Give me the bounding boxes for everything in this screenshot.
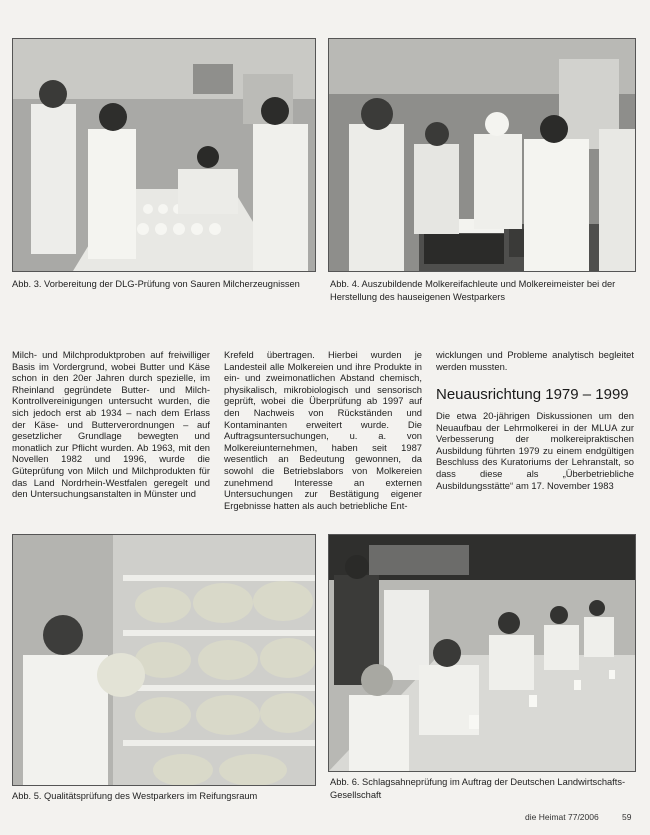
column-2-text: Krefeld übertragen. Hierbei wurden je Landesteil alle Molkereien und ihre Produkte in ein- und zweimonatlichen Abstand chemisch, physikalisch, mikrobiologisch und sensorisch geprüft, wobei die Überprüfung ab 1997 auf den Nachweis von Rückständen und Kontaminanten erweitert wurde. Die Auftragsuntersuchungen, u. a. von Molkereiunternehmen, haben seit 1987 wesentlich an Bedeutung gewonnen, da sowohl die Betriebslabors von Molkereien zunehmend Interesse an externen Untersuchungen zur Bestätigung eigener Ergebnisse hatten als auch betriebliche Ent- (224, 349, 422, 511)
column-3-text: Die etwa 20-jährigen Diskussionen um den Neuaufbau der Lehrmolkerei in der MLUA zur Verbesserung der molkereipraktischen Ausbildung führten 1979 zu einem endgültigen Beschluss des Kuratoriums der Lehranstalt, so dass diese als „Überbetriebliche Ausbildungsstätte“ am 17. November 1983 (436, 410, 634, 491)
text-column-2 (224, 349, 422, 511)
text-column-3 (436, 410, 634, 491)
figure-3-caption: Abb. 3. Vorbereitung der DLG-Prüfung von Sauren Milcherzeugnissen (12, 279, 300, 289)
figure-6-photo (328, 534, 636, 772)
section-heading: Neuausrichtung 1979 – 1999 (436, 386, 629, 403)
figure-5-photo (12, 534, 316, 786)
figure-4-photo (328, 38, 636, 272)
text-column-1 (12, 349, 210, 500)
footer-publication: die Heimat 77/2006 (525, 812, 599, 822)
column-1-text: Milch- und Milchproduktproben auf freiwilliger Basis im Vordergrund, wobei Butter und Käse schon in den 20er Jahren durch spezielle, im Rheinland gegründete Butter- und Milch-Kontrollvereinigungen untersucht wurden, die sich jedoch erst ab 1934 – nach dem Erlass der Käse- und Butterverordnungen – auf gesetzlicher Grundlage bewegten und monatlich zur Pflicht wurden. Ab 1963, mit den Novellen 1982 und 1996, wurde die Güteprüfung von Milch und Milchprodukten für das Land Nordrhein-Westfalen geregelt und den Untersuchungsanstalten in Münster und (12, 349, 210, 500)
figure-6-caption: Abb. 6. Schlagsahneprüfung im Auftrag der Deutschen Landwirtschafts-Gesellschaft (330, 777, 626, 800)
column-3-intro-text: wicklungen und Probleme analytisch begleitet werden mussten. (436, 349, 634, 372)
text-column-3-intro (436, 349, 634, 372)
figure-3-photo (12, 38, 316, 272)
figure-4-caption: Abb. 4. Auszubildende Molkereifachleute und Molkereimeister bei der Herstellung des hauseigenen Westparkers (330, 279, 616, 302)
figure-5-caption: Abb. 5. Qualitätsprüfung des Westparkers im Reifungsraum (12, 791, 258, 801)
footer-page-number: 59 (622, 812, 632, 822)
